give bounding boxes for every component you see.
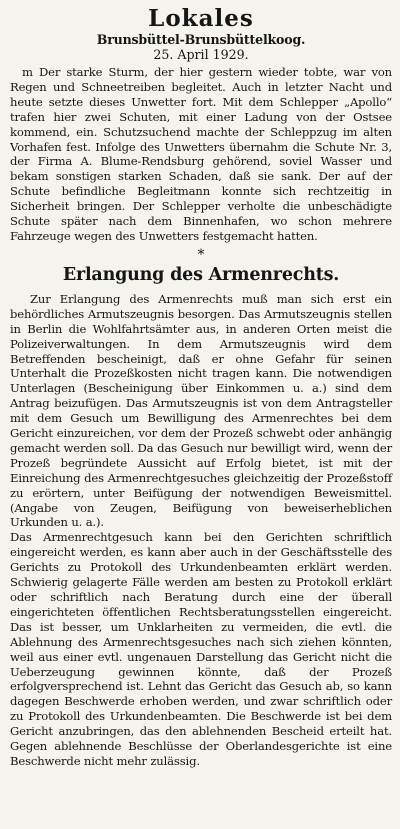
storm-report-paragraph: m Der starke Sturm, der hier gestern wieder tobte, war von Regen und Schneetreiben begleitet. Auch in letzter Nacht und heute setzte dieses Unwetter fort. Mit dem Schlepper „Apollo“ trafen hier zwei Schuten, mit einer Ladung von der Ostsee kommend, ein. Schutzsuchend machte der Schleppzug im alten Vorhafen fest. Infolge des Unwetters übernahm die Schute Nr. 3, der Firma A. Blume-Rendsburg gehörend, soviel Wasser und bekam sonstigen starken Schaden, daß sie sank. Der auf der Schute befindliche Begleitmann konnte sich rechtzeitig in Sicherheit bringen. Der Schlepper verholte die unbeschädigte Schute später nach dem Binnenhafen, wo schon mehrere Fahrzeuge wegen des Unwetters festgemacht hatten.	[10, 65, 392, 243]
date: 25. April 1929.	[153, 47, 249, 62]
article-separator: *	[197, 246, 205, 263]
section-headline: Lokales	[148, 5, 254, 32]
article-paragraph-1: Zur Erlangung des Armenrechts muß man sich erst ein behördliches Armutszeugnis besorgen. Das Armutszeugnis stellen in Berlin die Wohlfahrtsämter aus, in anderen Orten meist die Polizeiverwaltungen. In dem Armutszeugnis wird dem Betreffenden bescheinigt, daß er ohne Gefahr für seinen Unterhalt die Prozeßkosten nicht tragen kann. Die notwendigen Unterlagen (Bescheinigung über Einkommen u. a.) sind dem Antrag beizufügen. Das Armutszeugnis ist von dem Antragsteller mit dem Gesuch um Bewilligung des Armenrechtes bei dem Gericht einzureichen, vor dem der Prozeß schwebt oder anhängig gemacht werden soll. Da das Gesuch nur bewilligt wird, wenn der Prozeß begründete Aussicht auf Erfolg bietet, ist mit der Einreichung des Armenrechtgesuches gleichzeitig der Prozeßstoff zu erörtern, unter Beifügung der notwendigen Beweismittel. (Angabe von Zeugen, Beifügung von beweiserheblichen Urkunden u. a.).	[10, 291, 392, 530]
article-title: Erlangung des Armenrechts.	[62, 264, 340, 285]
article-paragraph-2: Das Armenrechtgesuch kann bei den Gerichten schriftlich eingereicht werden, es kann aber auch in der Geschäftsstelle des Gerichts zu Protokoll des Urkundenbeamten erklärt werden. Schwierig gelagerte Fälle werden am besten zu Protokoll erklärt oder schriftlich nach Beratung durch eine der überall eingerichteten öffentlichen Rechtsberatungsstellen eingereicht. Das ist besser, um Unklarheiten zu vermeiden, die evtl. die Ablehnung des Armenrechtsgesuches nach sich ziehen könnten, weil aus einer evtl. ungenauen Darstellung das Gericht nicht die Ueberzeugung gewinnen könnte, daß der Prozeß erfolgversprechend ist. Lehnt das Gericht das Gesuch ab, so kann dagegen Beschwerde erhoben werden, und zwar schriftlich oder zu Protokoll des Urkundenbeamten. Die Beschwerde ist bei dem Gericht anzubringen, das den ablehnenden Bescheid erteilt hat. Gegen ablehnende Beschlüsse der Oberlandesgerichte ist eine Beschwerde nicht mehr zulässig.	[10, 530, 392, 768]
dateline: Brunsbüttel-Brunsbüttelkoog.	[96, 32, 306, 47]
